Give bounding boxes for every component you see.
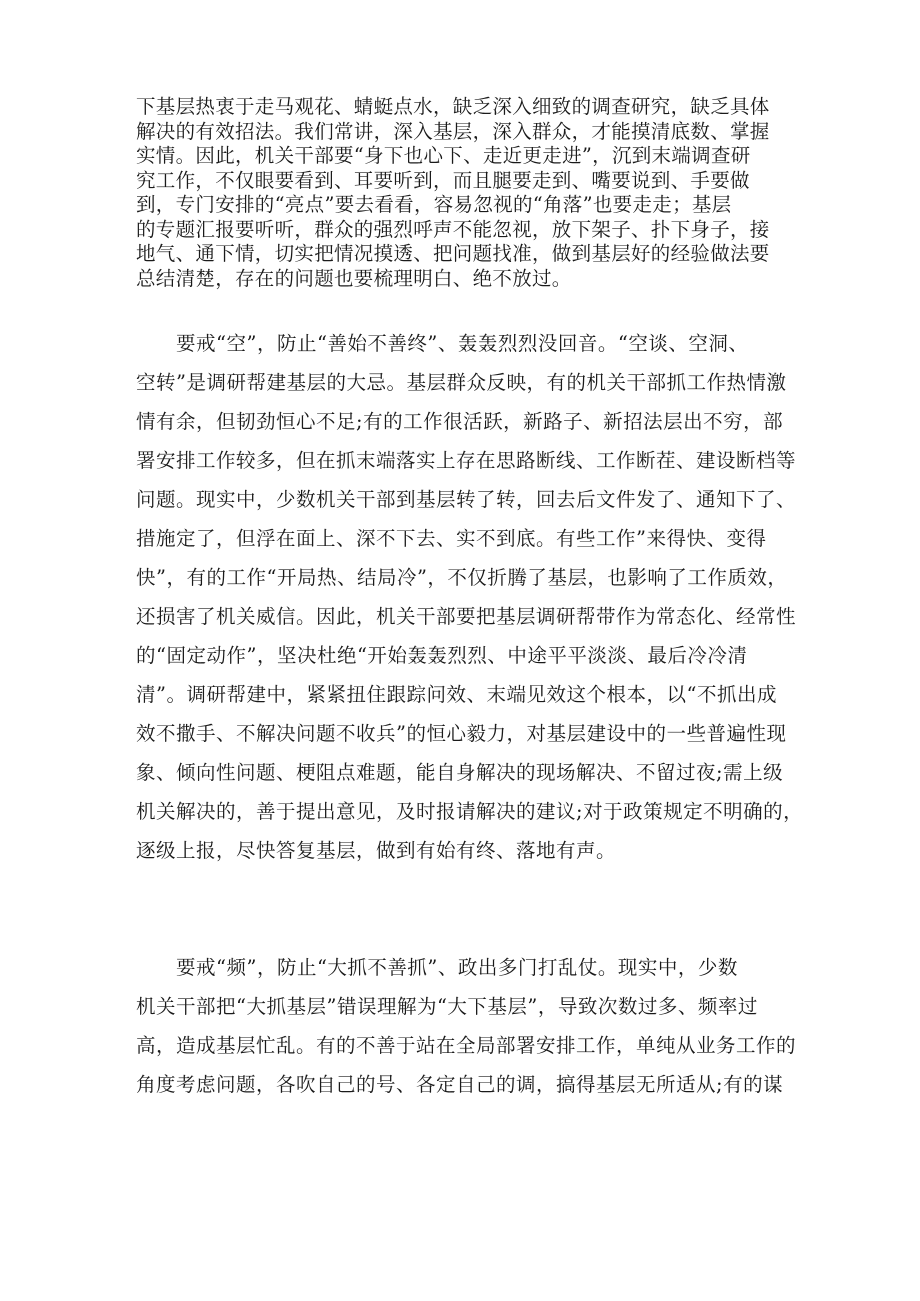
text-line: 清”。调研帮建中，紧紧扭住跟踪问效、末端见效这个根本，以“不抓出成 [136,683,777,706]
text-line: 逐级上报，尽快答复基层，做到有始有终、落地有声。 [136,839,617,862]
text-line: 角度考虑问题，各吹自己的号、各定自己的调，搞得基层无所适从;有的谋 [136,1073,784,1096]
text-line: 情有余，但韧劲恒心不足;有的工作很活跃，新路子、新招法层出不穷，部 [136,410,784,433]
text-line: 到，专门安排的“亮点”要去看看，容易忽视的“角落”也要走走；基层 [136,193,732,216]
text-line: 快”，有的工作“开局热、结局冷”，不仅折腾了基层，也影响了工作质效， [136,566,788,589]
text-line: 问题。现实中，少数机关干部到基层转了转，回去后文件发了、通知下了、 [136,488,797,511]
text-line: 究工作，不仅眼要看到、耳要听到，而且腿要走到、嘴要说到、手要做 [136,168,750,192]
paragraph-1 [136,95,796,291]
text-line: 解决的有效招法。我们常讲，深入基层，深入群众，才能摸清底数、掌握 [136,119,770,143]
text-line: 机关解决的，善于提出意见，及时报请解决的建议;对于政策规定不明确的， [136,800,804,823]
text-line: 象、倾向性问题、梗阻点难题，能自身解决的现场解决、不留过夜;需上级 [136,761,784,784]
text-line: 空转”是调研帮建基层的大忌。基层群众反映，有的机关干部抓工作热情激 [136,371,787,394]
text-line: 效不撒手、不解决问题不收兵”的恒心毅力，对基层建设中的一些普遍性现 [136,722,787,745]
text-line: 机关干部把“大抓基层”错误理解为“大下基层”，导致次数过多、频率过 [136,995,758,1018]
text-line: 高，造成基层忙乱。有的不善于站在全局部署安排工作，单纯从业务工作的 [136,1034,797,1057]
text-line: 要戒“空”，防止“善始不善终”、轰轰烈烈没回音。“空谈、空洞、 [136,332,749,355]
paragraph-2 [136,324,804,870]
text-line: 地气、通下情，切实把情况摸透、把问题找准，做到基层好的经验做法要 [136,242,770,265]
text-line: 下基层热衷于走马观花、蜻蜓点水，缺乏深入细致的调查研究，缺乏具体 [136,95,770,118]
text-line: 措施定了，但浮在面上、深不下去、实不到底。有些工作”来得快、变得 [136,527,767,550]
text-line: 要戒“频”，防止“大抓不善抓”、政出多门打乱仗。现实中，少数 [136,956,738,979]
text-line: 的“固定动作”，坚决杜绝“开始轰轰烈烈、中途平平淡淡、最后冷冷清 [136,644,748,667]
text-line: 实情。因此，机关干部要“身下也心下、走近更走进”，沉到末端调查研 [136,144,751,167]
text-line: 还损害了机关威信。因此，机关干部要把基层调研帮带作为常态化、经常性 [136,605,797,628]
text-line: 的专题汇报要听听，群众的强烈呼声不能忽视，放下架子、扑下身子，接 [136,217,770,241]
text-line: 总结清楚，存在的问题也要梳理明白、绝不放过。 [136,266,572,290]
text-line: 署安排工作较多，但在抓末端落实上存在思路断线、工作断茬、建设断档等 [136,449,797,472]
paragraph-3 [136,948,796,1104]
